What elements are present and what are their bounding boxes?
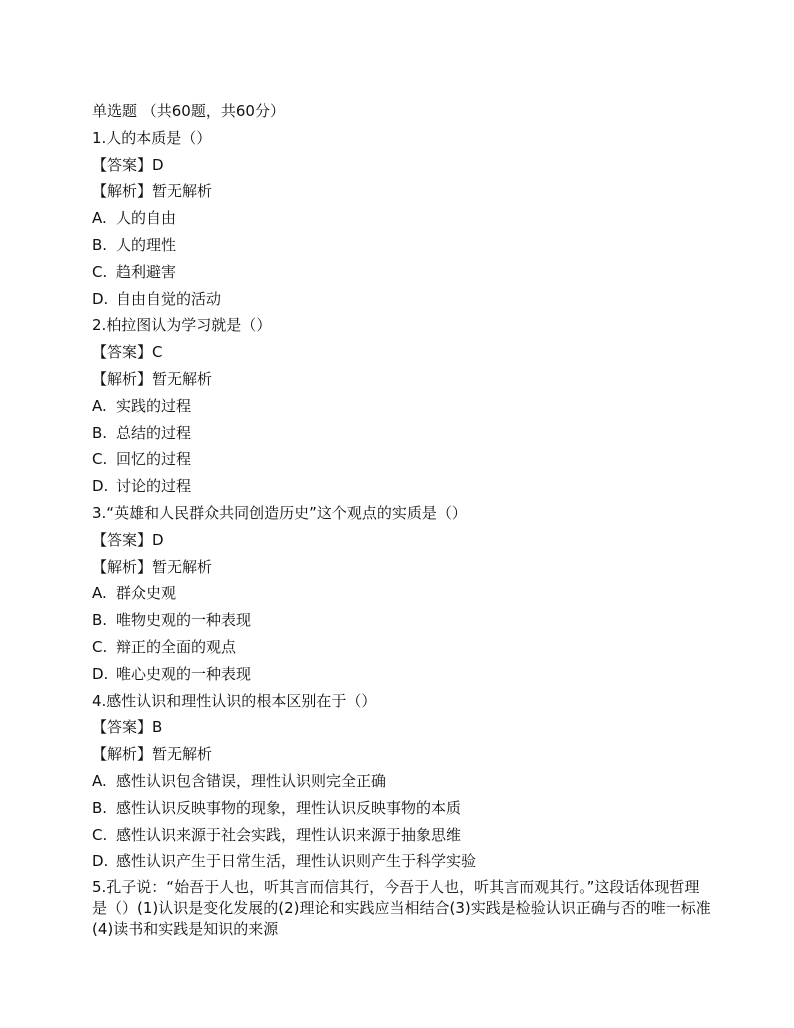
option-3d bbox=[92, 661, 712, 688]
option-text: 实践的过程 bbox=[116, 396, 192, 415]
option-text: 人的自由 bbox=[116, 209, 177, 228]
analysis-line-1: 【解析】暂无解析 bbox=[92, 182, 213, 201]
option-letter: C. bbox=[92, 262, 108, 281]
option-letter: A. bbox=[92, 209, 107, 228]
option-2c bbox=[92, 446, 712, 473]
question-stem-5: 5.孔子说：“始吾于人也，听其言而信其行，今吾于人也，听其言而观其行。”这段话体现哲理是（）(1)认识是变化发展的(2)理论和实践应当相结合(3)实践是检验认识正确与否的唯一标准(4)读书和实践是知识的来源 bbox=[92, 878, 711, 939]
option-letter: D. bbox=[92, 289, 109, 308]
option-text: 唯心史观的一种表现 bbox=[116, 664, 252, 683]
option-3a bbox=[92, 580, 712, 607]
question-stem-3: 3.“英雄和人民群众共同创造历史”这个观点的实质是（） bbox=[92, 503, 467, 522]
option-text: 群众史观 bbox=[116, 584, 177, 603]
option-letter: C. bbox=[92, 637, 108, 656]
analysis-line-3: 【解析】暂无解析 bbox=[92, 557, 213, 576]
option-4a bbox=[92, 768, 712, 795]
question-stem-1: 1.人的本质是（） bbox=[92, 128, 212, 147]
option-text: 感性认识包含错误，理性认识则完全正确 bbox=[116, 771, 387, 790]
option-text: 辩正的全面的观点 bbox=[116, 637, 237, 656]
option-letter: D. bbox=[92, 477, 109, 496]
answer-line-2: 【答案】C bbox=[92, 343, 163, 362]
question-list bbox=[92, 98, 712, 940]
option-2d bbox=[92, 473, 712, 500]
analysis-line-4: 【解析】暂无解析 bbox=[92, 745, 213, 764]
option-2b bbox=[92, 420, 712, 447]
option-letter: B. bbox=[92, 798, 108, 817]
option-text: 趋利避害 bbox=[116, 262, 177, 281]
option-text: 总结的过程 bbox=[116, 423, 192, 442]
option-text: 自由自觉的活动 bbox=[116, 289, 222, 308]
option-1d bbox=[92, 286, 712, 313]
option-letter: A. bbox=[92, 771, 107, 790]
option-1c bbox=[92, 259, 712, 286]
section-title: 单选题 （共60题，共60分） bbox=[92, 102, 285, 120]
option-letter: C. bbox=[92, 825, 108, 844]
question-stem-4: 4.感性认识和理性认识的根本区别在于（） bbox=[92, 691, 377, 710]
option-text: 感性认识产生于日常生活，理性认识则产生于科学实验 bbox=[116, 852, 477, 871]
answer-line-1: 【答案】D bbox=[92, 155, 164, 174]
analysis-line-2: 【解析】暂无解析 bbox=[92, 369, 213, 388]
option-letter: A. bbox=[92, 396, 107, 415]
option-text: 感性认识反映事物的现象，理性认识反映事物的本质 bbox=[116, 798, 462, 817]
answer-line-3: 【答案】D bbox=[92, 530, 164, 549]
option-text: 讨论的过程 bbox=[116, 477, 192, 496]
option-1a bbox=[92, 205, 712, 232]
option-1b bbox=[92, 232, 712, 259]
option-text: 回忆的过程 bbox=[116, 450, 192, 469]
option-4b bbox=[92, 795, 712, 822]
option-4d bbox=[92, 848, 712, 875]
answer-line-4: 【答案】B bbox=[92, 718, 163, 737]
option-letter: B. bbox=[92, 235, 108, 254]
option-letter: B. bbox=[92, 611, 108, 630]
option-text: 人的理性 bbox=[116, 235, 177, 254]
option-text: 唯物史观的一种表现 bbox=[116, 611, 252, 630]
option-letter: D. bbox=[92, 664, 109, 683]
option-letter: C. bbox=[92, 450, 108, 469]
option-4c bbox=[92, 822, 712, 849]
option-text: 感性认识来源于社会实践，理性认识来源于抽象思维 bbox=[116, 825, 462, 844]
option-3c bbox=[92, 634, 712, 661]
option-letter: D. bbox=[92, 852, 109, 871]
option-letter: A. bbox=[92, 584, 107, 603]
option-3b bbox=[92, 607, 712, 634]
option-2a bbox=[92, 393, 712, 420]
option-letter: B. bbox=[92, 423, 108, 442]
question-stem-2: 2.柏拉图认为学习就是（） bbox=[92, 316, 272, 335]
